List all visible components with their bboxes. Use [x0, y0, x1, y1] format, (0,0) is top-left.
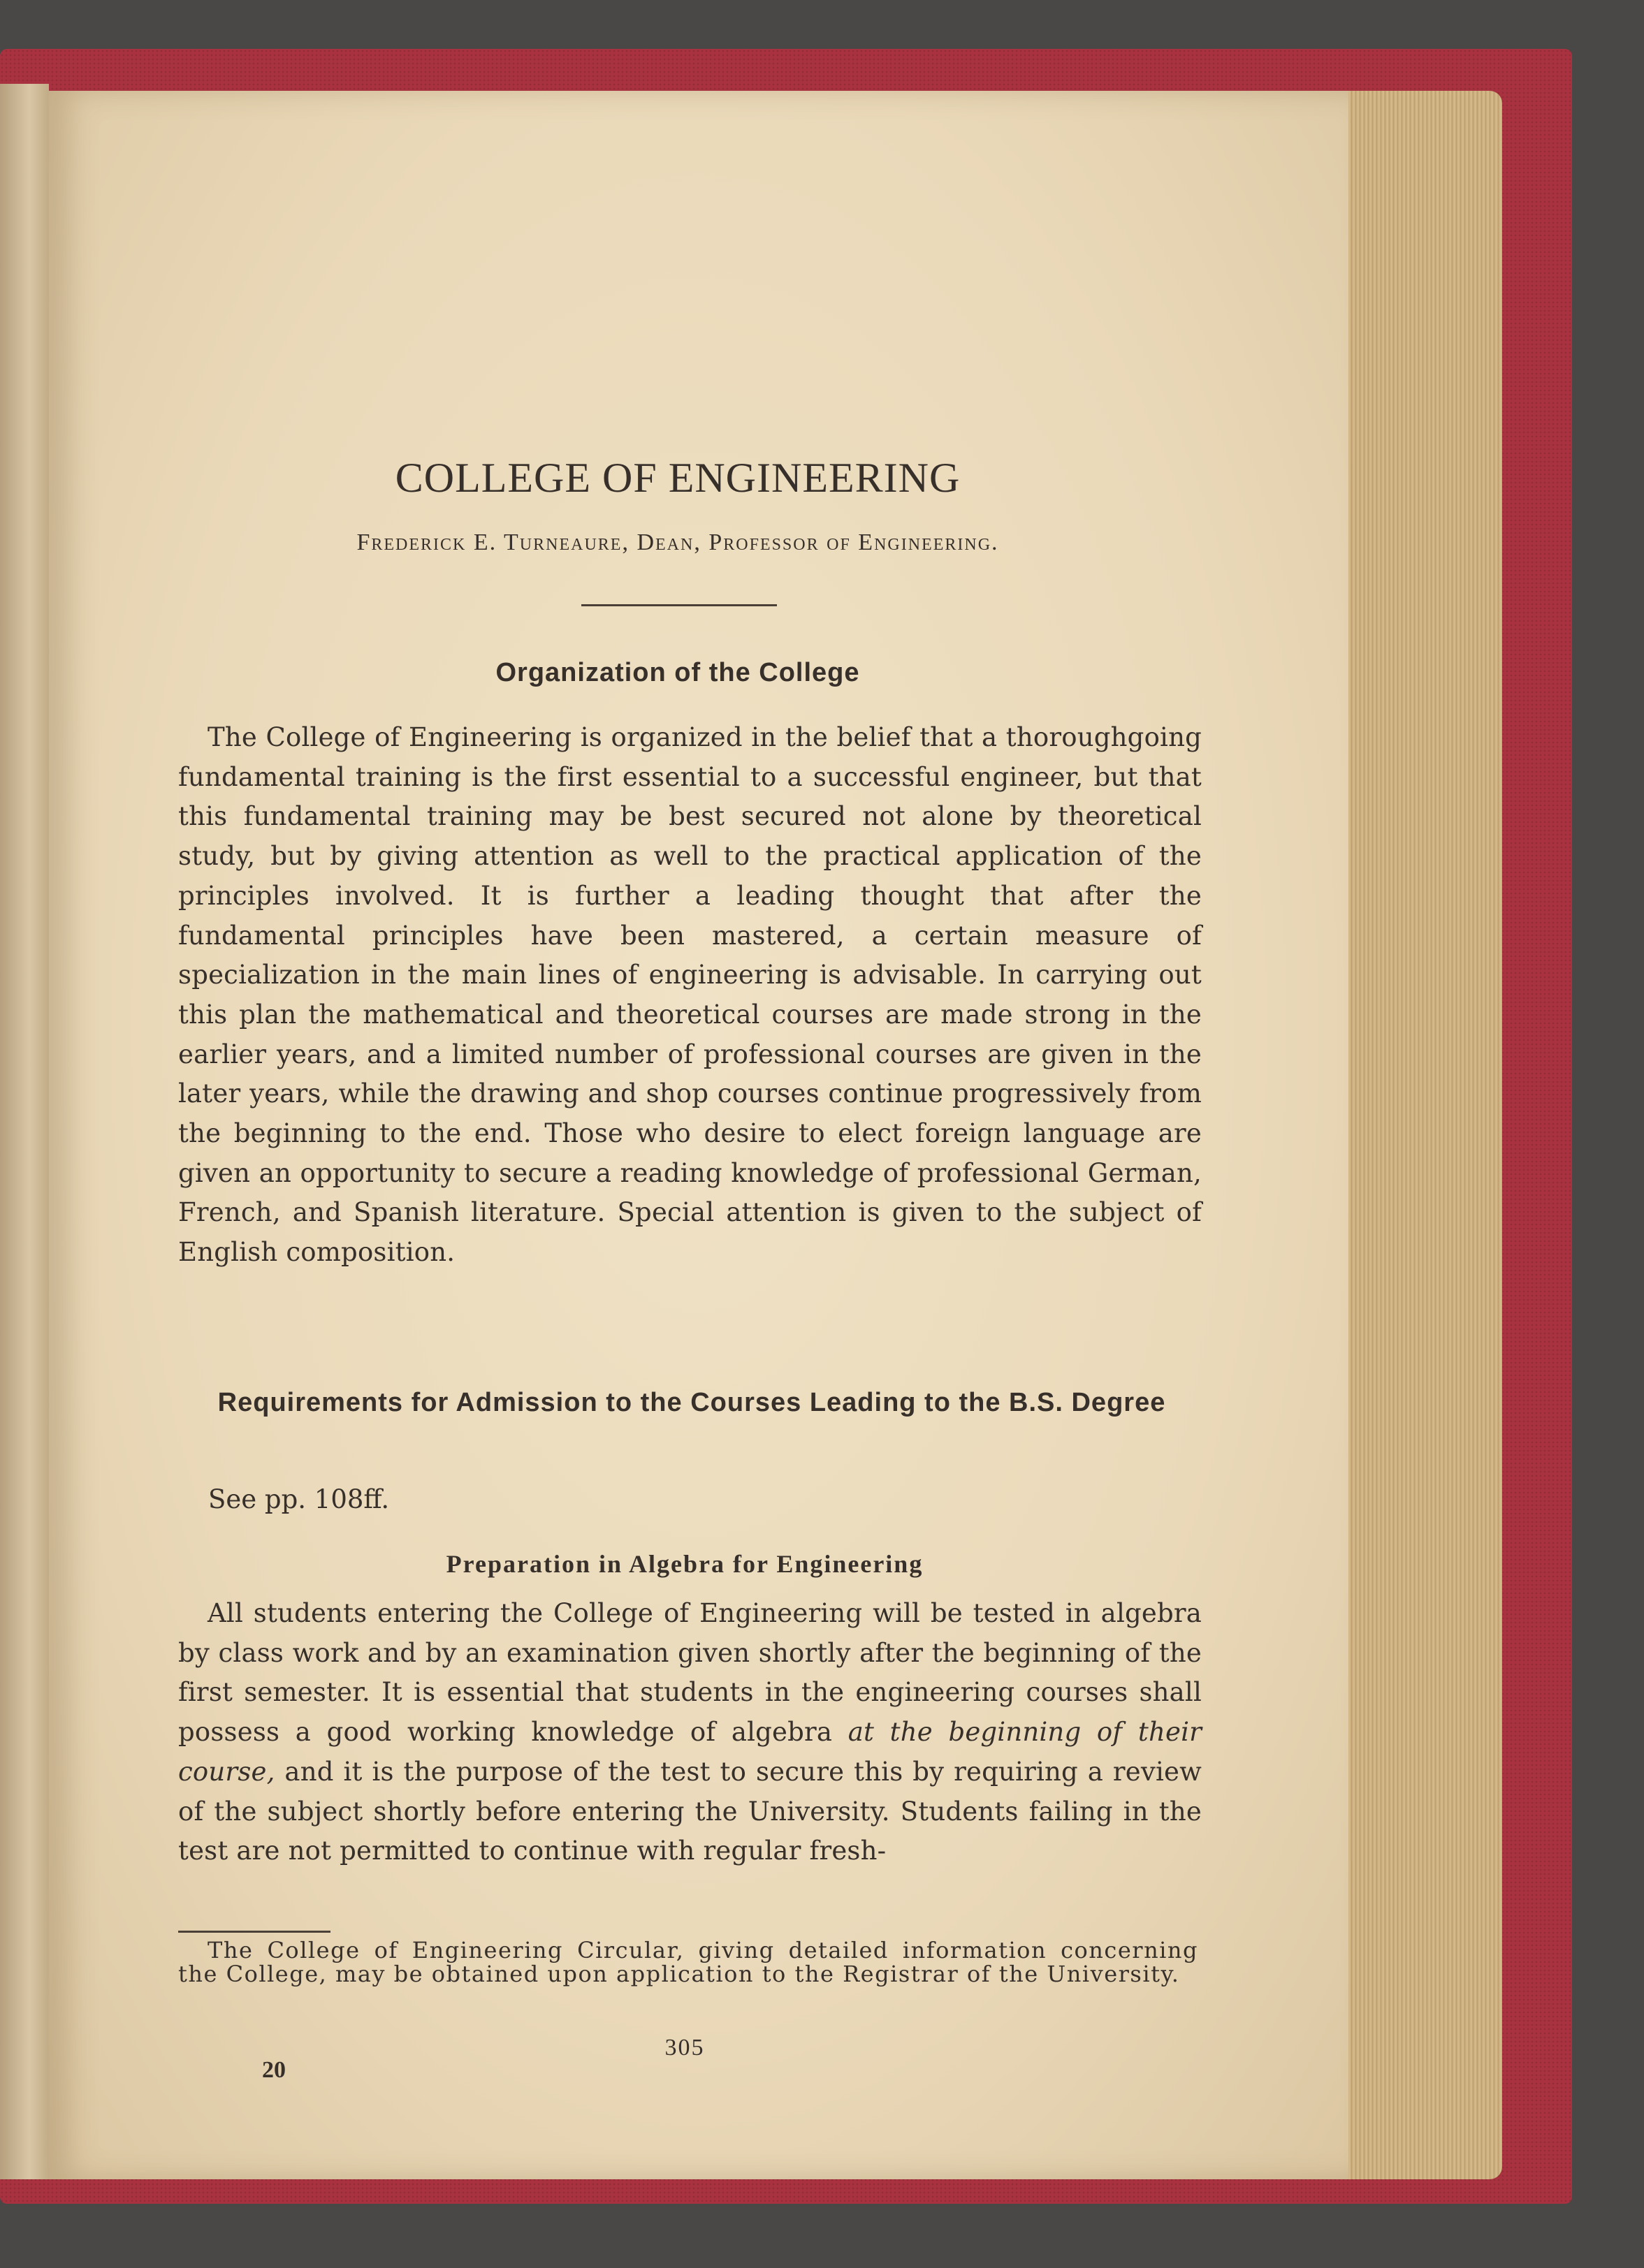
footnote-divider — [178, 1931, 330, 1933]
page-block-edge — [1331, 91, 1502, 2179]
page-number: 305 — [664, 2035, 705, 2061]
admission-reference: See pp. 108ff. — [208, 1484, 390, 1514]
organization-heading: Organization of the College — [495, 658, 860, 687]
footnote: The College of Engineering Circular, giving detailed information concerning the College, may be obtained upon application to the Registrar of the University. — [178, 1937, 1198, 1987]
algebra-paragraph — [178, 1594, 1202, 1871]
algebra-heading: Preparation in Algebra for Engineering — [446, 1550, 924, 1578]
algebra-text-end: and it is the purpose of the test to secure this by requiring a review of the subject shortly before entering the University. Students failing in the test are not permitted to continue with regular fresh- — [178, 1756, 1202, 1866]
organization-paragraph: The College of Engineering is organized in the belief that a thoroughgoing fundamental training is the first essential to a successful engineer, but that this fundamental training may be best secured not alone by theoretical study, but by giving attention as well to the practical application of the principles involved. It is further a leading thought that after the fundamental principles have been mastered, a certain measure of specialization in the main lines of engineering is advisable. In carrying out this plan the mathematical and theoretical courses are made strong in the earlier years, and a limited number of professional courses are given in the later years, while the drawing and shop courses continue progressively from the beginning to the end. Those who desire to elect foreign language are given an opportunity to secure a reading knowledge of professional German, French, and Spanish literature. Special attention is given to the subject of English composition. — [178, 722, 1202, 1268]
algebra-text-start: All students entering the College of Engineering will be tested in algebra by class work and by an examination given shortly after the beginning of the first semester. It is essential that students in the engineering courses shall possess a good working knowledge of algebra — [178, 1598, 1202, 1748]
dean-line: Frederick E. Turneaure, Dean, Professor of Engineering. — [356, 529, 999, 555]
title-divider — [581, 604, 777, 606]
page-title: COLLEGE OF ENGINEERING — [395, 455, 961, 501]
left-page-edge — [0, 84, 49, 2179]
book-page — [49, 91, 1348, 2179]
signature-mark: 20 — [262, 2057, 286, 2083]
algebra-text-italic: at the beginning of their course, — [178, 1717, 1202, 1787]
admission-heading: Requirements for Admission to the Courses Leading to the B.S. Degree — [217, 1388, 1166, 1417]
